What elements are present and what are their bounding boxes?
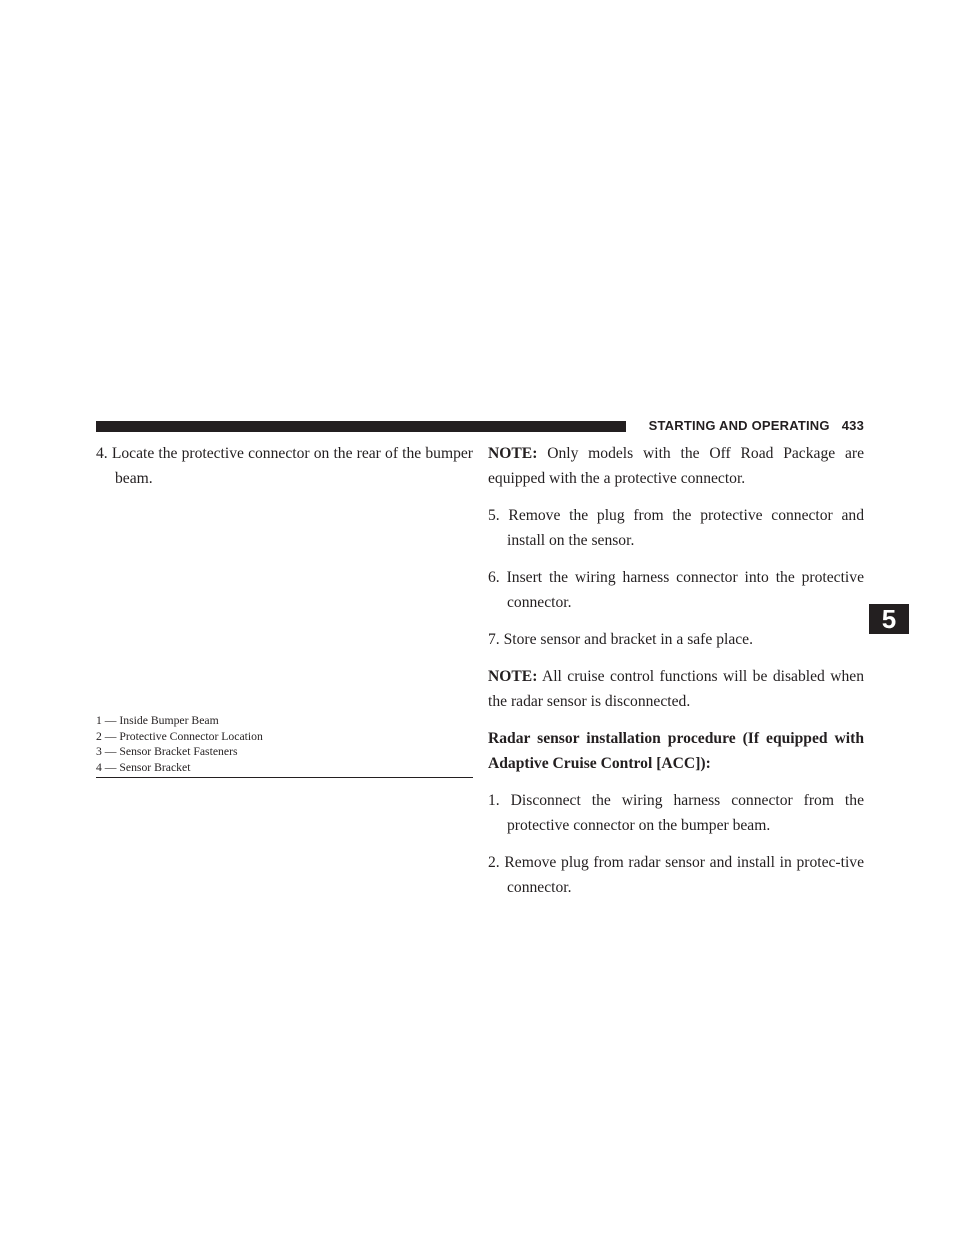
figure-area <box>96 495 473 710</box>
chapter-tab: 5 <box>869 604 909 634</box>
caption-item: 3 — Sensor Bracket Fasteners <box>96 745 238 758</box>
note-label: NOTE: <box>488 445 538 462</box>
caption-item: 4 — Sensor Bracket <box>96 760 191 774</box>
note-off-road-package <box>488 441 864 491</box>
caption-item: 2 — Protective Connector Location <box>96 729 263 743</box>
step-6: 6. Insert the wiring harness connector into the protective connector. <box>488 569 864 611</box>
figure-captions <box>96 713 473 775</box>
note-label: NOTE: <box>488 668 538 685</box>
header-rule-bar <box>96 421 626 432</box>
page-number: 433 <box>841 418 864 433</box>
step-4: 4. Locate the protective connector on the rear of the bumper beam. <box>96 445 473 487</box>
installation-procedure-heading: Radar sensor installation procedure (If equipped with Adaptive Cruise Control [ACC]): <box>488 730 864 772</box>
running-header <box>636 418 864 434</box>
caption-item: 1 — Inside Bumper Beam <box>96 714 219 727</box>
right-column <box>488 441 864 912</box>
step-7: 7. Store sensor and bracket in a safe place. <box>488 631 753 648</box>
install-step-1: 1. Disconnect the wiring harness connector from the protective connector on the bumper beam. <box>488 792 864 834</box>
section-title: STARTING AND OPERATING <box>648 418 830 433</box>
note-cruise-disabled <box>488 664 864 714</box>
step-5: 5. Remove the plug from the protective connector and install on the sensor. <box>488 507 864 549</box>
install-step-2: 2. Remove plug from radar sensor and install in protec-tive connector. <box>488 854 864 896</box>
left-column <box>96 441 473 503</box>
note-text: All cruise control functions will be disabled when the radar sensor is disconnected. <box>488 668 864 710</box>
caption-divider <box>96 777 473 778</box>
note-text: Only models with the Off Road Package are equipped with the a protective connector. <box>488 445 864 487</box>
